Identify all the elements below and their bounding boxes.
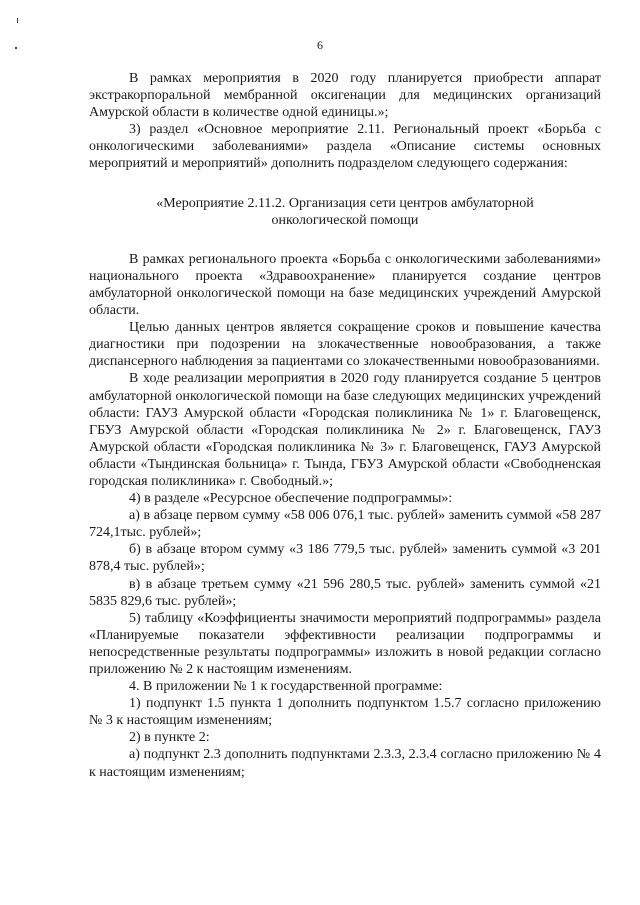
- paragraph: Целью данных центров является сокращение сроков и повышение качества диагностики при подозрении на злокачественные новообразования, а также диспансерного наблюдения за пациентами со злокачественными новообразованиями.: [89, 320, 601, 370]
- paragraph: 2) в пункте 2:: [129, 730, 210, 746]
- paragraph: В рамках мероприятия в 2020 году планируется приобрести аппарат экстракорпоральной мембранной оксигенации для медицинских организаций Амурской области в количестве одной единицы.»;: [89, 71, 601, 121]
- paragraph: б) в абзаце втором сумму «3 186 779,5 тыс. рублей» заменить суммой «3 201 878,4 тыс. рублей»;: [89, 542, 601, 575]
- paragraph: 4) в разделе «Ресурсное обеспечение подпрограммы»:: [129, 491, 453, 507]
- paragraph: 4. В приложении № 1 к государственной программе:: [129, 679, 443, 695]
- paragraph: в) в абзаце третьем сумму «21 596 280,5 тыс. рублей» заменить суммой «21 5835 829,6 тыс. рублей»;: [89, 576, 601, 609]
- paragraph: 5) таблицу «Коэффициенты значимости мероприятий подпрограммы» раздела «Планируемые показатели эффективности реализации подпрограммы и непосредственные результаты подпрограммы» изложить в новой редакции согласно приложению № 2 к настоящим изменениям.: [89, 610, 601, 677]
- paragraph: а) в абзаце первом сумму «58 006 076,1 тыс. рублей» заменить суммой «58 287 724,1тыс. рублей»;: [89, 508, 601, 541]
- page-number: 6: [317, 38, 323, 52]
- paragraph: В рамках регионального проекта «Борьба с онкологическими заболеваниями» национального проекта «Здравоохранение» планируется создание центров амбулаторной онкологической помощи на базе медицинских учреждений Амурской области.: [89, 251, 601, 319]
- paragraph: а) подпункт 2.3 дополнить подпунктами 2.3.3, 2.3.4 согласно приложению № 4 к настоящим изменениям;: [89, 747, 601, 780]
- paragraph: 3) раздел «Основное мероприятие 2.11. Региональный проект «Борьба с онкологическими заболеваниями» раздела «Описание системы основных мероприятий и мероприятий» дополнить подразделом следующего содержания:: [89, 122, 601, 172]
- document-body: [89, 70, 601, 781]
- section-heading: «Мероприятие 2.11.2. Организация сети центров амбулаторной онкологической помощи: [156, 195, 534, 228]
- paragraph: В ходе реализации мероприятия в 2020 году планируется создание 5 центров амбулаторной онкологической помощи на базе следующих медицинских учреждений области: ГАУЗ Амурской области «Городская поликлиника № 1» г. Благовещенск, ГБУЗ Амурской области «Городская поликлиника № 2» г. Благовещенск, ГАУЗ Амурской области «Городская поликлиника № 3» г. Благовещенск, ГАУЗ Амурской области «Тындинская больница» г. Тында, ГБУЗ Амурской области «Свободненская городская поликлиника» г. Свободный.»;: [89, 371, 601, 489]
- scan-mark: [17, 18, 18, 23]
- paragraph: 1) подпункт 1.5 пункта 1 дополнить подпунктом 1.5.7 согласно приложению № 3 к настоящим изменениям;: [89, 696, 601, 729]
